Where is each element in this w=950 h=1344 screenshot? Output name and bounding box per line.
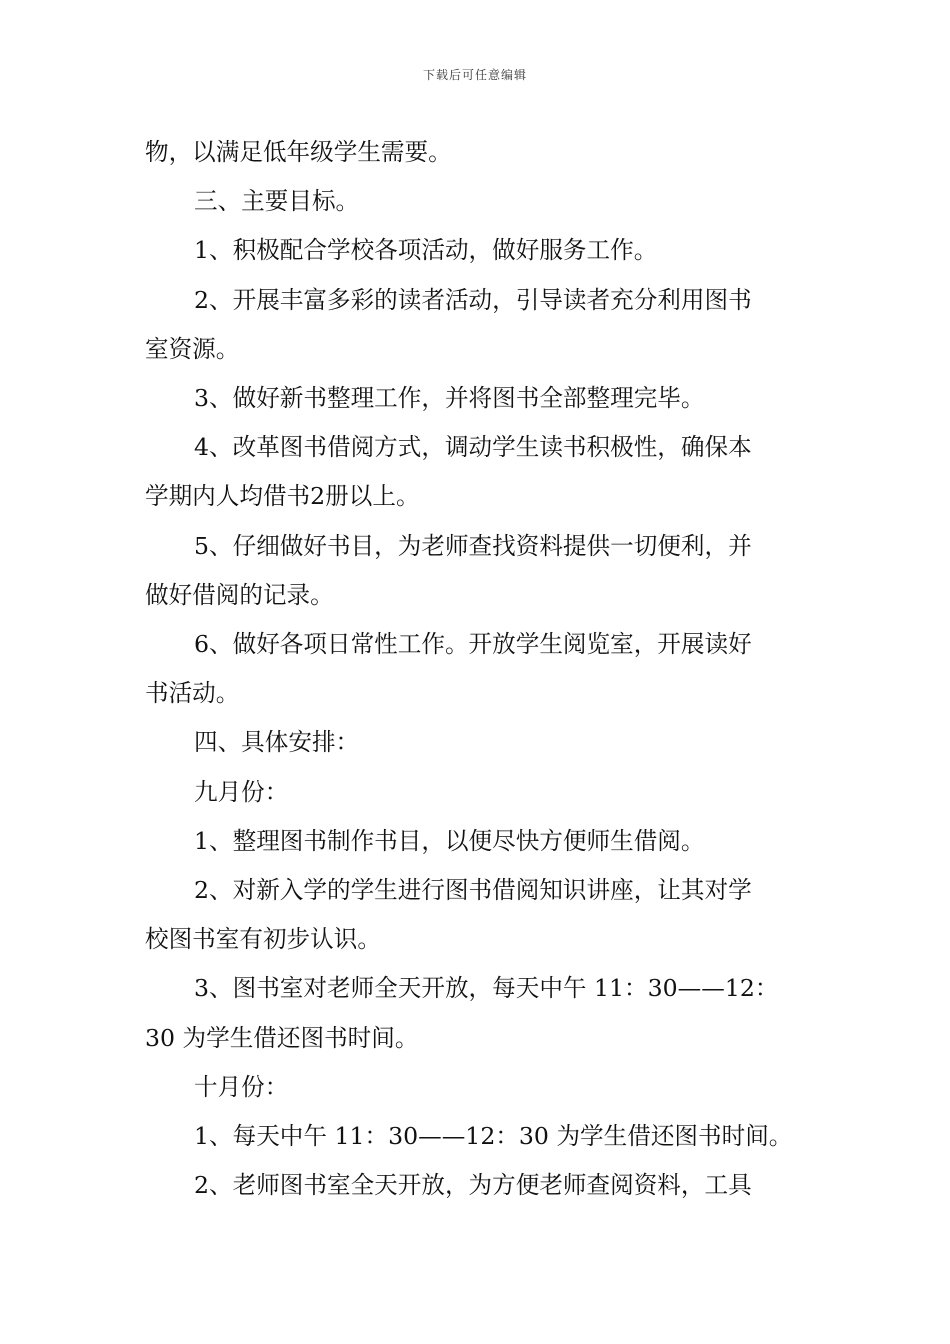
- text-line: 1、整理图书制作书目，以便尽快方便师生借阅。: [194, 826, 705, 855]
- text-line: 做好借阅的记录。: [145, 580, 334, 609]
- text-line: 1、每天中午 11：30——12：30 为学生借还图书时间。: [194, 1122, 793, 1151]
- text-line: 6、做好各项日常性工作。开放学生阅览室，开展读好: [194, 630, 752, 659]
- text-line: 1、积极配合学校各项活动，做好服务工作。: [194, 236, 658, 265]
- text-line: 学期内人均借书2册以上。: [145, 482, 420, 511]
- text-line: 2、对新入学的学生进行图书借阅知识讲座，让其对学: [194, 876, 752, 905]
- text-line: 4、改革图书借阅方式，调动学生读书积极性，确保本: [194, 433, 752, 462]
- page-header: 下载后可任意编辑: [422, 68, 527, 82]
- text-line: 5、仔细做好书目，为老师查找资料提供一切便利，并: [194, 531, 752, 560]
- text-line: 四、具体安排：: [194, 728, 360, 757]
- text-line: 30 为学生借还图书时间。: [145, 1023, 419, 1052]
- text-line: 2、开展丰富多彩的读者活动，引导读者充分利用图书: [194, 285, 752, 314]
- text-line: 物，以满足低年级学生需要。: [145, 138, 452, 166]
- text-line: 2、老师图书室全天开放，为方便老师查阅资料，工具: [194, 1171, 752, 1200]
- text-line: 十月份：: [194, 1072, 289, 1101]
- text-line: 3、做好新书整理工作，并将图书全部整理完毕。: [194, 384, 705, 413]
- text-line: 九月份：: [194, 777, 289, 806]
- text-line: 校图书室有初步认识。: [145, 925, 381, 954]
- text-line: 室资源。: [145, 334, 240, 363]
- text-line: 三、主要目标。: [194, 187, 360, 216]
- text-line: 书活动。: [145, 679, 240, 708]
- text-line: 3、图书室对老师全天开放，每天中午 11：30——12：: [194, 974, 779, 1003]
- document-body: [145, 128, 809, 1210]
